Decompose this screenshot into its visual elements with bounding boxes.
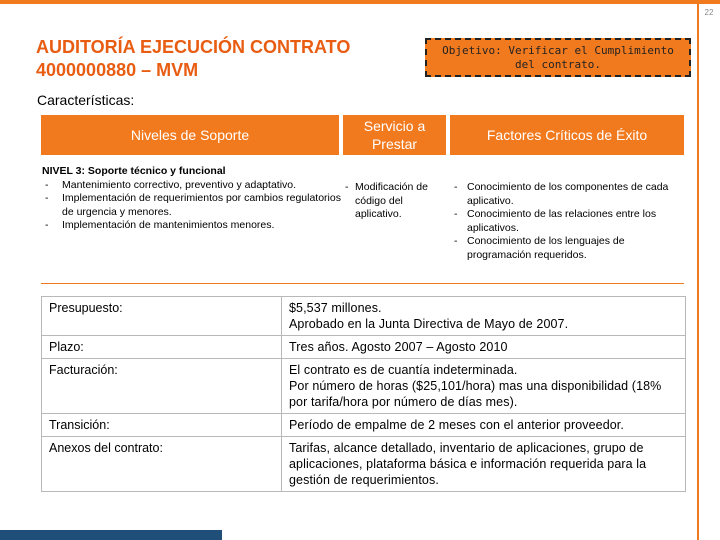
row-label: Facturación: (42, 359, 282, 414)
header-critical-factors: Factores Críticos de Éxito (450, 115, 684, 155)
section-divider (41, 283, 684, 284)
value-line: Tarifas, alcance detallado, inventario de aplicaciones, grupo de aplicaciones, plataforma básica e información requerida para la gestión de requerimientos. (289, 441, 647, 487)
header-support-levels: Niveles de Soporte (41, 115, 339, 155)
list-item: - Conocimiento de los componentes de cada aplicativo. (451, 181, 683, 208)
value-line: Tres años. Agosto 2007 – Agosto 2010 (289, 340, 508, 354)
header-service: Servicio a Prestar (343, 115, 446, 155)
value-line: Por número de horas ($25,101/hora) mas una disponibilidad (18% por tarifa/hora por número de días mes). (289, 379, 662, 409)
objective-box: Objetivo: Verificar el Cumplimiento del contrato. (425, 38, 691, 77)
row-label: Plazo: (42, 336, 282, 359)
title-line-2: 4000000880 – MVM (36, 60, 199, 80)
section-label: Características: (37, 92, 135, 108)
support-levels-list (42, 179, 342, 233)
title-line-1: AUDITORÍA EJECUCIÓN CONTRATO (36, 37, 351, 57)
contract-info-table (41, 296, 686, 492)
list-item: - Conocimiento de las relaciones entre los aplicativos. (451, 208, 683, 235)
right-accent-bar (697, 0, 699, 540)
top-accent-bar (0, 0, 720, 4)
row-value (282, 414, 686, 437)
table-row (42, 437, 686, 492)
list-item: - Implementación de requerimientos por cambios regulatorios de urgencia y menores. (42, 192, 342, 219)
value-line: Período de empalme de 2 meses con el anterior proveedor. (289, 418, 624, 432)
list-item: - Modificación de código del aplicativo. (345, 181, 445, 222)
row-label: Presupuesto: (42, 297, 282, 336)
service-list (345, 181, 445, 222)
page-number: 22 (704, 8, 714, 17)
table-row (42, 359, 686, 414)
list-item: - Mantenimiento correctivo, preventivo y adaptativo. (42, 179, 342, 193)
service-cell (345, 181, 445, 222)
support-levels-cell (42, 165, 342, 233)
table-row (42, 297, 686, 336)
row-value (282, 336, 686, 359)
list-item: - Implementación de mantenimientos menores. (42, 219, 342, 233)
table-row (42, 336, 686, 359)
row-label: Transición: (42, 414, 282, 437)
value-line: El contrato es de cuantía indeterminada. (289, 363, 518, 377)
slide-title (36, 36, 350, 82)
footer-bar (0, 530, 222, 540)
row-label: Anexos del contrato: (42, 437, 282, 492)
critical-factors-list (451, 181, 683, 262)
critical-factors-cell (451, 181, 683, 262)
support-level-lead: NIVEL 3: Soporte técnico y funcional (42, 165, 226, 177)
value-line: Aprobado en la Junta Directiva de Mayo de 2007. (289, 317, 569, 331)
row-value (282, 437, 686, 492)
list-item: - Conocimiento de los lenguajes de programación requeridos. (451, 235, 683, 262)
row-value (282, 297, 686, 336)
value-line: $5,537 millones. (289, 301, 382, 315)
table-row (42, 414, 686, 437)
row-value (282, 359, 686, 414)
